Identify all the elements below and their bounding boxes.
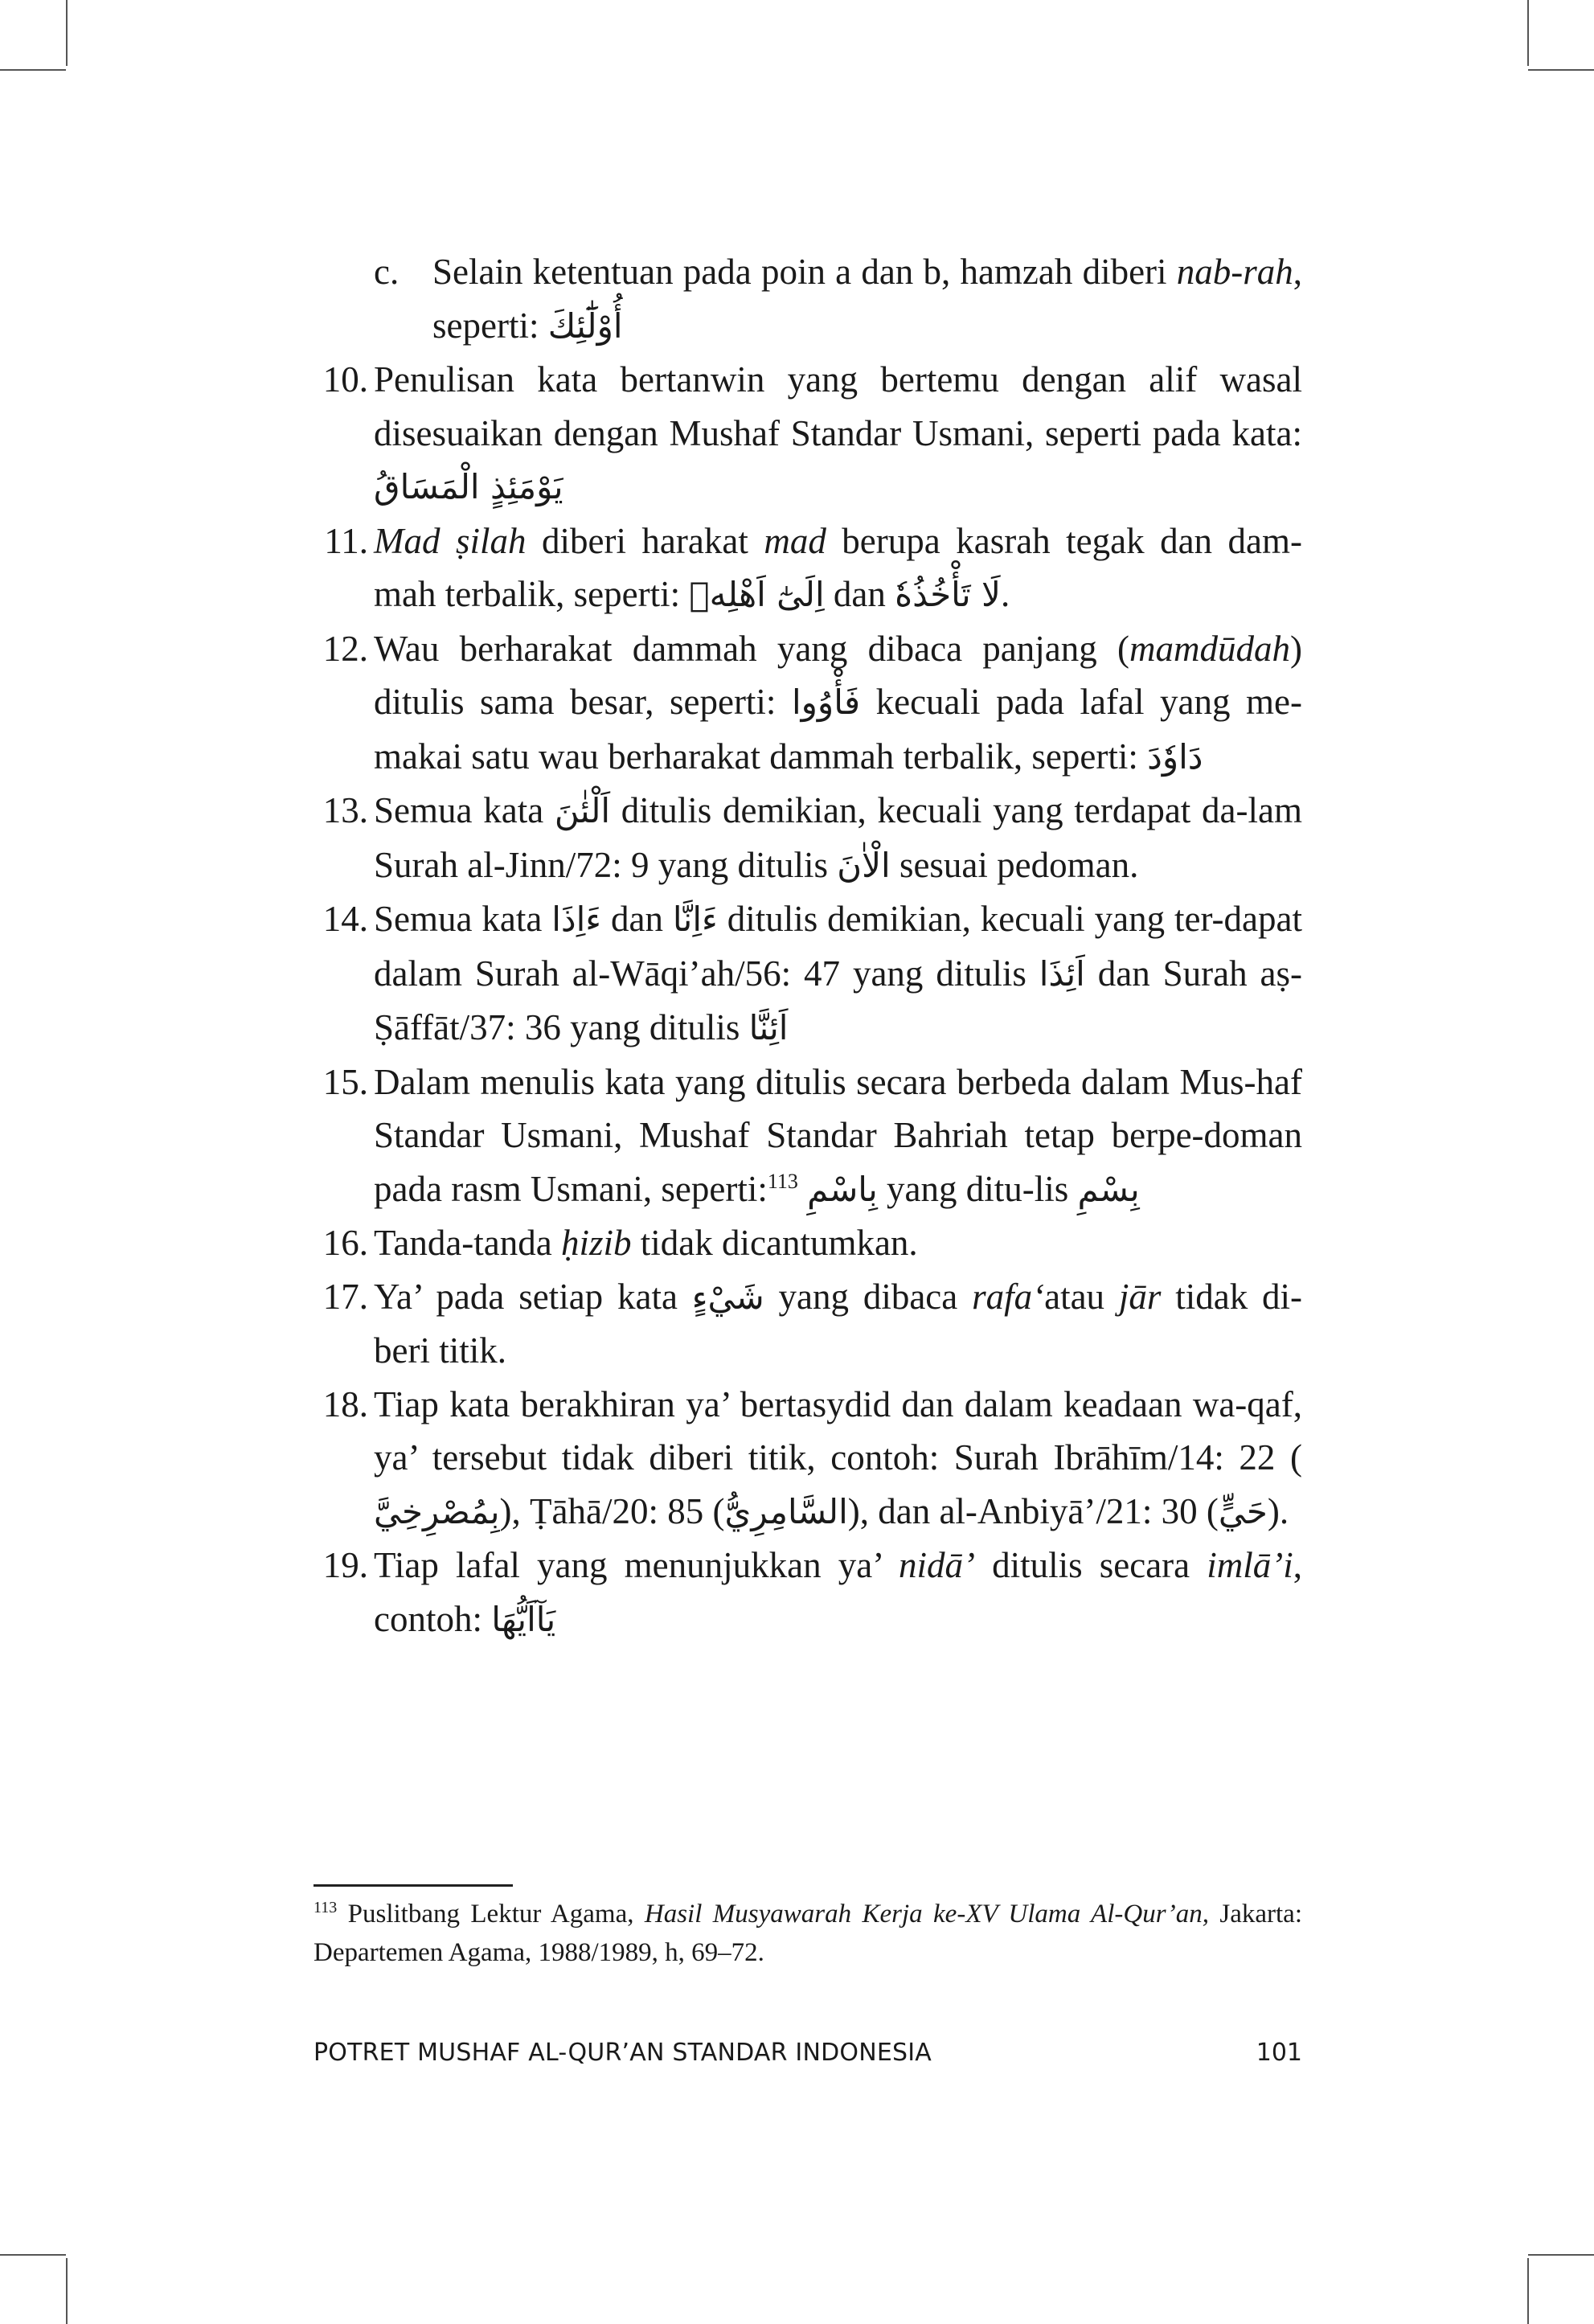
text-run: ditulis demikian, kecuali yang ter-dapat dalam Surah al-Wāqi’ah/56: 47 yang ditulis (374, 899, 1302, 994)
list-item-number: 14. (322, 899, 368, 939)
footnote-title: Hasil Musyawarah Kerja ke-XV Ulama Al-Qur’an, (644, 1900, 1209, 1928)
text-run: sesuai pedoman. (890, 844, 1139, 885)
list-item-number: 19. (322, 1545, 368, 1585)
list-item (313, 622, 1302, 785)
list-item (313, 892, 1302, 1055)
arabic-example: يَآاَيُّهَا (491, 1599, 556, 1639)
text-run: tidak dicantumkan. (631, 1223, 918, 1263)
text-run (798, 1169, 807, 1209)
list-item (313, 1055, 1302, 1217)
italic-term: mad (764, 520, 826, 561)
text-run: Dalam menulis kata yang ditulis secara berbeda dalam Mus-haf Standar Usmani, Mushaf Standar Bahriah tetap berpe-doman pada rasm Usmani, seperti: (374, 1061, 1302, 1209)
arabic-example: ءَاِذَا (551, 900, 602, 939)
text-run: ), dan al-Anbiyā’/21: 30 ( (847, 1490, 1219, 1531)
arabic-example: شَيْءٍ (691, 1277, 764, 1317)
arabic-example: السَّامِرِيُّ (724, 1491, 848, 1531)
list-item (313, 514, 1302, 622)
crop-mark (1528, 69, 1594, 71)
list-item-number: 12. (322, 628, 368, 669)
text-run: , contoh: (374, 1545, 1302, 1639)
arabic-example: اِلَىٰٓ اَهْلِهٖ (689, 575, 825, 614)
text-run: yang ditu-lis (877, 1168, 1078, 1209)
text-run: . (1000, 574, 1010, 614)
list-item-number: 15. (322, 1061, 368, 1102)
text-run: Wau berharakat dammah yang dibaca panjang ( (374, 628, 1129, 669)
text-run: dan (824, 574, 895, 614)
arabic-example: اَئِذَا (1039, 953, 1085, 994)
text-run: Tanda-tanda (374, 1223, 561, 1263)
list-item-number: c. (374, 252, 400, 292)
arabic-example: فَأْوُوا (791, 682, 861, 722)
text-run: Semua kata (374, 899, 552, 939)
running-footer: POTRET MUSHAF AL-QUR’AN STANDAR INDONESIA (313, 2039, 932, 2067)
italic-term: mamdūdah (1129, 628, 1290, 669)
list-item-number: 16. (322, 1223, 368, 1263)
list-item (313, 1216, 1302, 1270)
list-item-number: 10. (322, 359, 368, 400)
crop-mark (0, 2254, 66, 2256)
list-item-number: 18. (322, 1383, 368, 1424)
text-run: Tiap kata berakhiran ya’ bertasydid dan dalam keadaan wa-qaf, ya’ tersebut tidak diberi titik, contoh: Surah Ibrāhīm/14: 22 ( (374, 1383, 1302, 1478)
italic-term: ḥizib (560, 1223, 632, 1263)
arabic-example: بِاسْمِ (807, 1169, 878, 1209)
italic-term: Mad ṣilah (374, 520, 527, 561)
arabic-example: الْاٰنَ (837, 845, 891, 885)
arabic-example: اَئِنَّا (748, 1008, 789, 1047)
list-item (313, 1539, 1302, 1646)
italic-term: jār (1118, 1276, 1162, 1317)
text-run: tidak di-beri titik. (374, 1276, 1303, 1371)
crop-mark (66, 2258, 68, 2324)
arabic-example: بِمُصْرِخِيَّ (374, 1491, 500, 1531)
text-run: ), Ṭāhā/20: 85 ( (499, 1490, 725, 1531)
text-run: ) ditulis sama besar, seperti: (374, 628, 1302, 722)
list-item-number: 17. (322, 1276, 368, 1317)
italic-term: nab-rah (1176, 252, 1293, 292)
arabic-example: دَاوٗدَ (1147, 736, 1203, 777)
list-item (313, 1378, 1302, 1539)
text-run: kecuali pada lafal yang me-makai satu wau berharakat dammah terbalik, seperti: (374, 682, 1302, 777)
list-item (313, 245, 1302, 353)
text-run: dan (601, 899, 673, 939)
list-item-number: 13. (322, 790, 368, 830)
footnote-rule (313, 1884, 513, 1887)
text-run: atau (1044, 1276, 1119, 1317)
arabic-example: بِسْمِ (1077, 1169, 1140, 1209)
arabic-example: لَا تَأْخُذُهٗ (895, 575, 1001, 614)
footnote-reference: 113 (767, 1169, 798, 1193)
crop-mark (1527, 2258, 1529, 2324)
text-run: Penulisan kata bertanwin yang bertemu dengan alif wasal disesuaikan dengan Mushaf Standar Usmani, seperti pada kata: (374, 359, 1302, 453)
arabic-example: أُوْلَٰٓئِكَ (547, 305, 623, 346)
footnote-text-after: Jakarta: Departemen Agama, 1988/1989, h, 69–72. (313, 1900, 1302, 1967)
crop-mark (1528, 2254, 1594, 2256)
page-number: 101 (1256, 2039, 1302, 2067)
text-run: Tiap lafal yang menunjukkan ya’ (374, 1545, 899, 1585)
italic-term: nidā’ (898, 1545, 975, 1585)
text-run: ). (1267, 1490, 1289, 1531)
text-run: , seperti: (432, 252, 1302, 346)
list-item-number: 11. (324, 520, 368, 561)
crop-mark (1527, 0, 1529, 66)
arabic-example: اَلْئٰنَ (554, 791, 611, 830)
arabic-example: ءَاِنَّا (672, 900, 718, 939)
arabic-example: حَيٍّ (1218, 1491, 1268, 1531)
italic-term: imlā’i (1207, 1545, 1293, 1585)
footnote-text: Puslitbang Lektur Agama, (337, 1900, 645, 1928)
text-run: Selain ketentuan pada poin a dan b, hamzah diberi (432, 252, 1177, 292)
list-item (313, 784, 1302, 892)
arabic-example: يَوْمَئِذٍ الْمَسَاقُ (374, 467, 563, 506)
text-run: dan Surah aṣ-Ṣāffāt/37: 36 yang ditulis (374, 953, 1302, 1047)
crop-mark (0, 69, 66, 71)
footnote-marker: 113 (313, 1899, 338, 1916)
text-run: yang dibaca (764, 1276, 973, 1317)
main-text (313, 245, 1302, 1646)
text-run: diberi harakat (526, 520, 764, 561)
italic-term: rafa‘ (972, 1276, 1045, 1317)
list-item (313, 353, 1302, 514)
list-item (313, 1270, 1302, 1378)
text-run: Semua kata (374, 790, 555, 830)
crop-mark (66, 0, 68, 66)
footnote (313, 1895, 1302, 1972)
text-run: Ya’ pada setiap kata (374, 1276, 692, 1317)
text-run: ditulis secara (974, 1545, 1207, 1585)
text-run: berupa kasrah tegak dan dam-mah terbalik, seperti: (374, 520, 1302, 614)
text-run: ditulis demikian, kecuali yang terdapat da-lam Surah al-Jinn/72: 9 yang ditulis (374, 790, 1302, 885)
